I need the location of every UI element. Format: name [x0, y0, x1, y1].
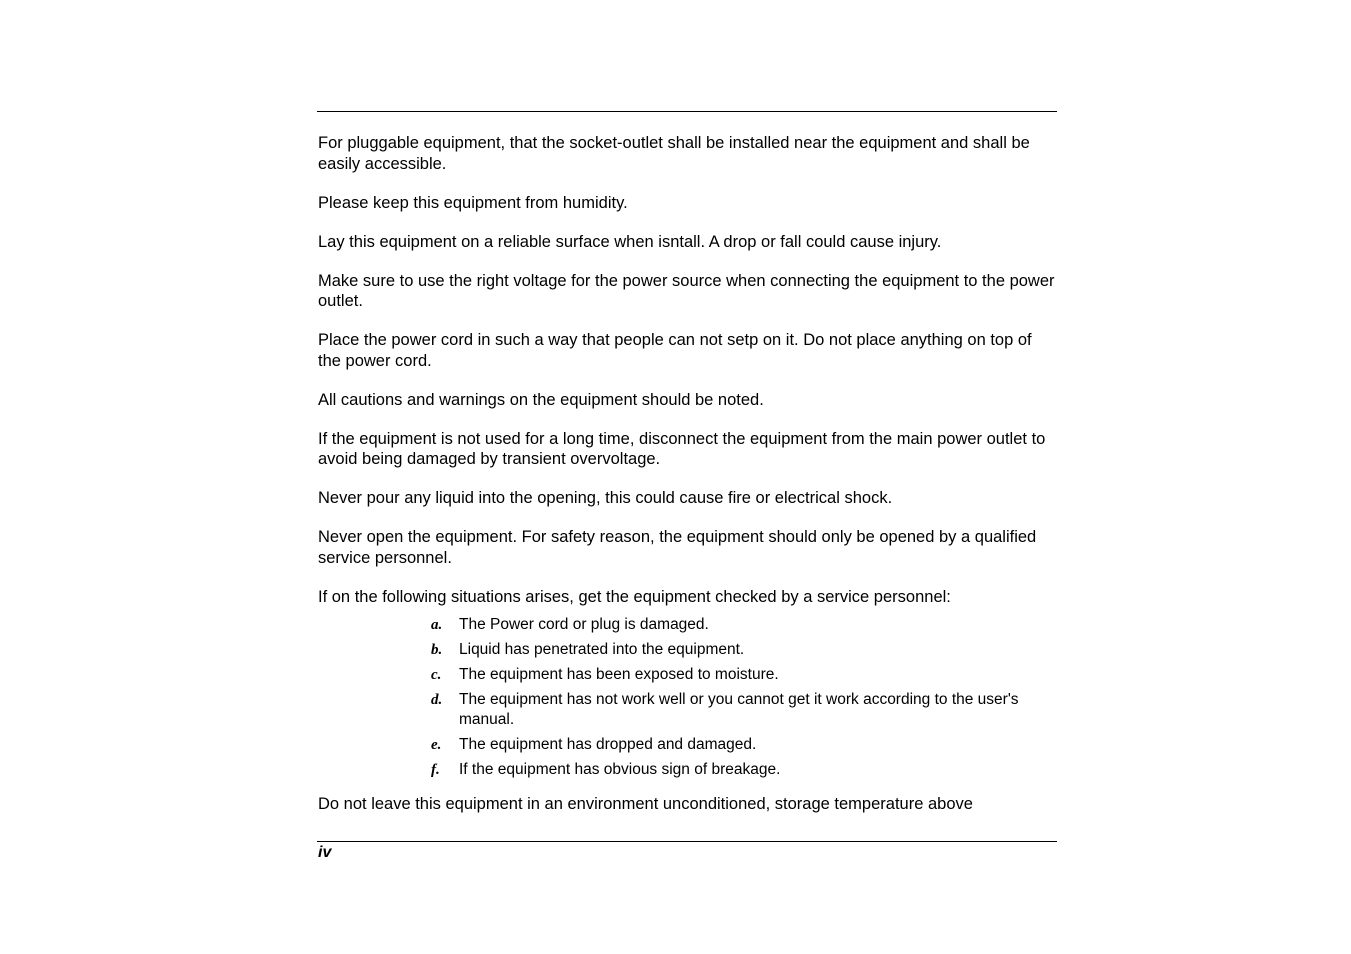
- page-number: iv: [318, 844, 332, 861]
- list-marker: d.: [431, 692, 443, 708]
- paragraph-reliable-surface: Lay this equipment on a reliable surface when isntall. A drop or fall could cause injury.: [318, 232, 942, 251]
- list-marker: f.: [431, 762, 440, 778]
- document-page: [317, 0, 1057, 954]
- list-item-text: The Power cord or plug is damaged.: [459, 616, 709, 633]
- list-marker: e.: [431, 737, 442, 753]
- paragraph-long-time: If the equipment is not used for a long time, disconnect the equipment from the main power outlet to avoid being damaged by transient overvoltage.: [318, 429, 1046, 468]
- list-marker: c.: [431, 667, 442, 683]
- paragraph-power-cord: Place the power cord in such a way that people can not setp on it. Do not place anything on top of the power cord.: [318, 331, 1032, 370]
- footer-rule: [317, 841, 1057, 842]
- list-item-text: Liquid has penetrated into the equipment.: [459, 641, 745, 658]
- list-marker: b.: [431, 642, 443, 658]
- list-item-text: If the equipment has obvious sign of breakage.: [459, 761, 781, 778]
- list-item: [431, 640, 1031, 660]
- list-item: [431, 735, 1031, 755]
- list-item-text: The equipment has dropped and damaged.: [459, 736, 757, 753]
- paragraph-cautions: All cautions and warnings on the equipment should be noted.: [318, 390, 764, 409]
- situations-list: [431, 615, 1031, 780]
- list-item: [431, 665, 1031, 685]
- page-content: [318, 133, 1056, 833]
- header-rule: [317, 111, 1057, 112]
- list-marker: a.: [431, 617, 443, 633]
- paragraph-situations: If on the following situations arises, get the equipment checked by a service personnel:: [318, 587, 951, 606]
- paragraph-environment: Do not leave this equipment in an environment unconditioned, storage temperature above: [318, 795, 973, 813]
- list-item: [431, 760, 1031, 780]
- paragraph-humidity: Please keep this equipment from humidity.: [318, 193, 628, 212]
- paragraph-socket-outlet: For pluggable equipment, that the socket-outlet shall be installed near the equipment and shall be easily accessible.: [318, 134, 1030, 173]
- list-item-text: The equipment has not work well or you cannot get it work according to the user's manual.: [459, 691, 1019, 728]
- paragraph-never-open: Never open the equipment. For safety reason, the equipment should only be opened by a qualified service personnel.: [318, 528, 1037, 567]
- paragraph-liquid: Never pour any liquid into the opening, this could cause fire or electrical shock.: [318, 489, 893, 507]
- list-item: [431, 690, 1031, 730]
- list-item-text: The equipment has been exposed to moisture.: [459, 666, 779, 683]
- paragraph-voltage: Make sure to use the right voltage for the power source when connecting the equipment to the power outlet.: [318, 271, 1055, 310]
- list-item: [431, 615, 1031, 635]
